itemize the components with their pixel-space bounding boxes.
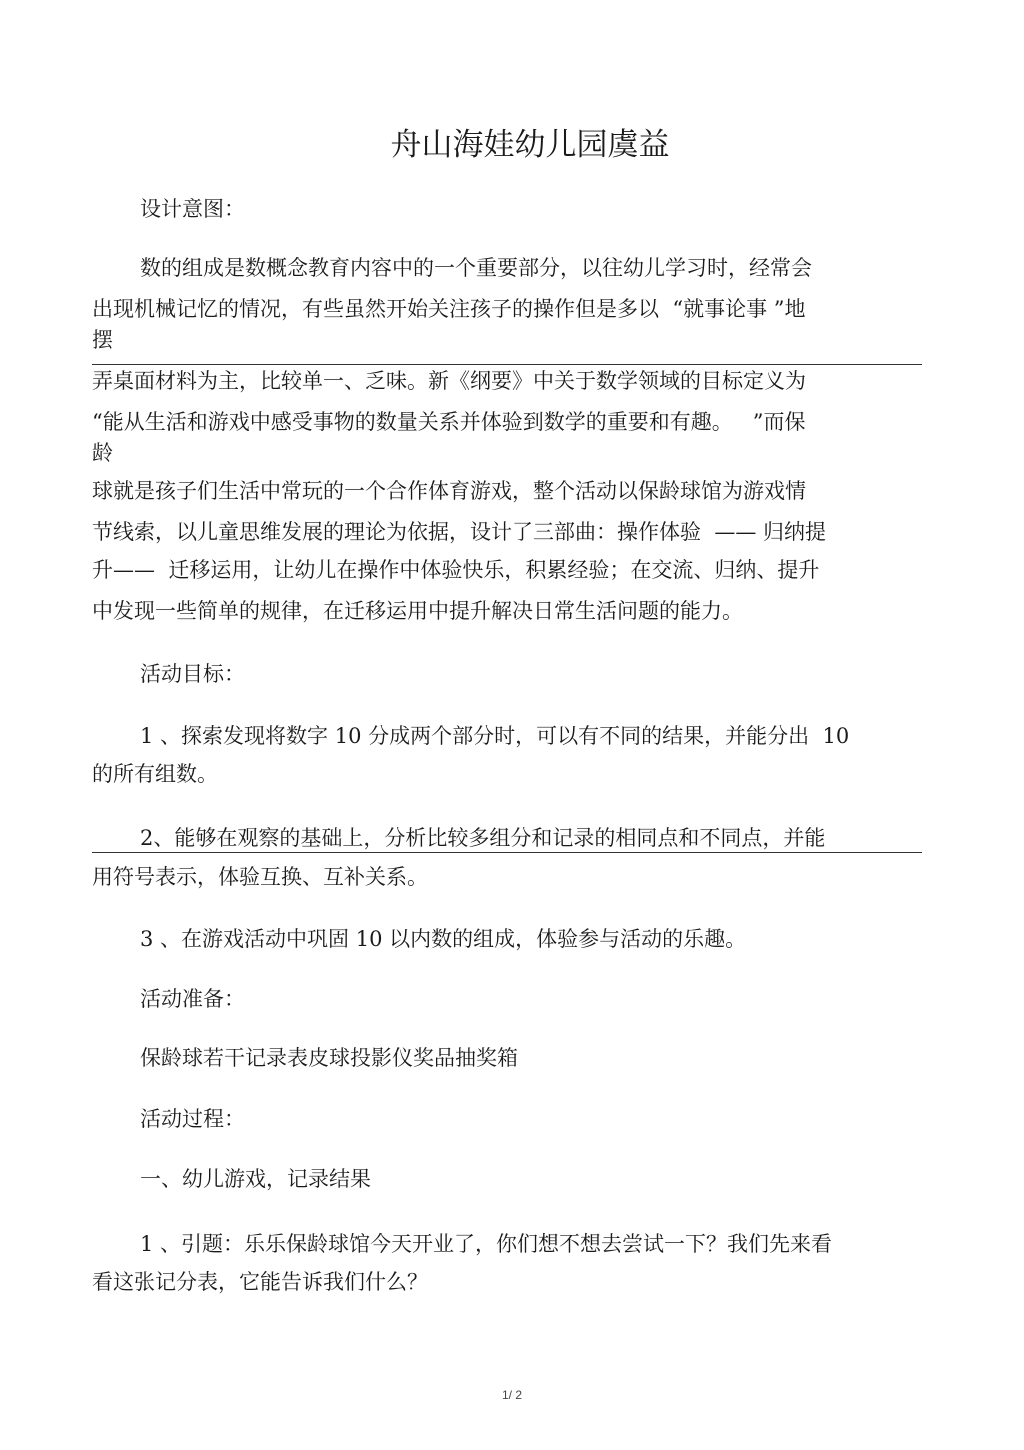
text-line: 2、能够在观察的基础上，分析比较多组分和记录的相同点和不同点，并能 bbox=[140, 826, 826, 850]
text-line: 3 、在游戏活动中巩固 10 以内数的组成，体验参与活动的乐趣。 bbox=[140, 927, 747, 951]
page-number: 1/ 2 bbox=[501, 1388, 522, 1402]
text-line: 龄 bbox=[92, 441, 113, 465]
text-line: 弄桌面材料为主，比较单一、乏味。新《纲要》中关于数学领域的目标定义为 bbox=[92, 369, 806, 393]
text-line: 1 、探索发现将数字 10 分成两个部分时，可以有不同的结果，并能分出 10 bbox=[140, 724, 850, 748]
document-title: 舟山海娃幼儿园虞益 bbox=[390, 127, 670, 163]
text-line: 中发现一些简单的规律，在迁移运用中提升解决日常生活问题的能力。 bbox=[92, 599, 743, 623]
text-line: 出现机械记忆的情况，有些虽然开始关注孩子的操作但是多以 “就事论事 ”地 bbox=[92, 297, 806, 321]
text-line: 设计意图： bbox=[140, 197, 245, 221]
text-line: 1 、引题：乐乐保龄球馆今天开业了，你们想不想去尝试一下？我们先来看 bbox=[140, 1232, 833, 1256]
text-line: 球就是孩子们生活中常玩的一个合作体育游戏，整个活动以保龄球馆为游戏情 bbox=[92, 479, 806, 503]
text-line: 数的组成是数概念教育内容中的一个重要部分，以往幼儿学习时，经常会 bbox=[140, 256, 812, 280]
text-line: 升—— 迁移运用，让幼儿在操作中体验快乐，积累经验；在交流、归纳、提升 bbox=[92, 558, 820, 582]
text-line: 看这张记分表，它能告诉我们什么？ bbox=[92, 1270, 428, 1294]
divider-line bbox=[92, 852, 922, 853]
text-line: 的所有组数。 bbox=[92, 762, 218, 786]
text-line: 保龄球若干记录表皮球投影仪奖品抽奖箱 bbox=[140, 1046, 518, 1070]
text-line: 活动目标： bbox=[140, 662, 245, 686]
text-line: 节线索，以儿童思维发展的理论为依据，设计了三部曲：操作体验 —— 归纳提 bbox=[92, 520, 827, 544]
text-line: 摆 bbox=[92, 328, 113, 352]
text-line: 一、幼儿游戏，记录结果 bbox=[140, 1167, 371, 1191]
text-line: 活动过程： bbox=[140, 1107, 245, 1131]
divider-line bbox=[92, 364, 922, 365]
text-line: “能从生活和游戏中感受事物的数量关系并体验到数学的重要和有趣。 ”而保 bbox=[92, 410, 806, 434]
text-line: 活动准备： bbox=[140, 987, 245, 1011]
text-line: 用符号表示，体验互换、互补关系。 bbox=[92, 865, 428, 889]
